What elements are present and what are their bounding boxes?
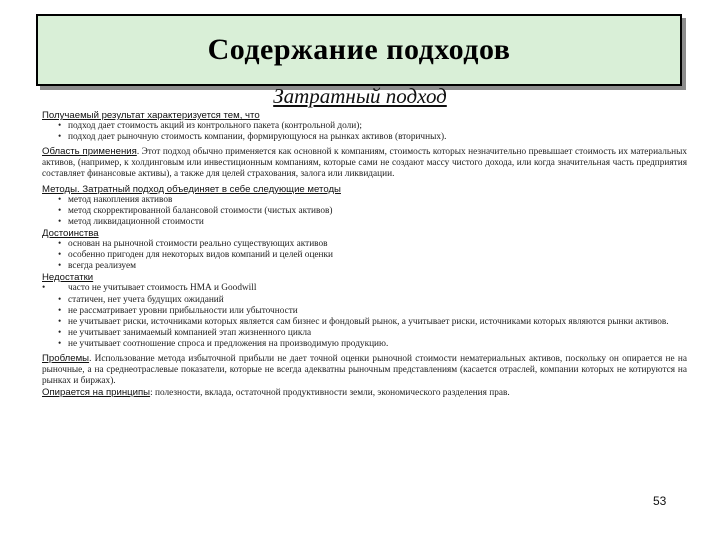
advantages-label: Достоинства	[42, 227, 99, 239]
methods-label: Методы. Затратный подход объединяет в себе следующие методы	[42, 183, 341, 195]
principles-text: : полезности, вклада, остаточной продуктивности земли, экономического разделения прав.	[150, 388, 510, 399]
list-item: • статичен, нет учета будущих ожиданий	[42, 295, 687, 306]
result-section	[42, 110, 687, 143]
list-item: • не учитывает соотношение спроса и предложения на производимую продукцию.	[42, 339, 687, 350]
result-list	[42, 121, 687, 143]
principles-section	[42, 387, 687, 399]
list-item: • часто не учитывает стоимость НМА и Goodwill	[42, 283, 687, 294]
problems-text: . Использование метода избыточной прибыли не дает точной оценки рыночной стоимости нематериальных активов, поскольку он опирается не на рыночные, а на среднеотраслевые показатели, которые не всегда адекватны рыночным представлениям (касается отраслей, компании которых не котируются на рынках и биржах).	[42, 353, 687, 387]
list-item: • метод ликвидационной стоимости	[58, 217, 687, 228]
content-body	[42, 110, 687, 399]
list-item: • не рассматривает уровни прибыльности или убыточности	[42, 306, 687, 317]
problems-section	[42, 353, 687, 387]
methods-list	[42, 195, 687, 228]
page-title: Содержание подходов	[207, 33, 511, 66]
list-item: • особенно пригоден для некоторых видов компаний и целей оценки	[58, 250, 687, 261]
list-item: • метод скорректированной балансовой стоимости (чистых активов)	[58, 206, 687, 217]
problems-label: Проблемы	[42, 352, 90, 364]
scope-label: Область применения	[42, 146, 137, 158]
list-item: • подход дает стоимость акций из контрольного пакета (контрольной доли);	[58, 121, 687, 132]
methods-section	[42, 184, 687, 228]
disadvantages-section	[42, 272, 687, 350]
advantages-section	[42, 228, 687, 272]
advantages-list	[42, 239, 687, 272]
subtitle-text: Затратный подход	[273, 84, 447, 108]
list-item: • не учитывает занимаемый компанией этап жизненного цикла	[42, 328, 687, 339]
result-heading	[42, 110, 687, 121]
disadvantages-heading	[42, 272, 687, 283]
result-label: Получаемый результат характеризуется тем, что	[42, 110, 260, 121]
list-item: • всегда реализуем	[58, 261, 687, 272]
list-item: • метод накопления активов	[58, 195, 687, 206]
page-number: 53	[653, 494, 667, 508]
disadvantages-list	[42, 283, 687, 350]
disadvantages-label: Недостатки	[42, 272, 94, 284]
title-banner	[36, 14, 682, 86]
principles-label: Опирается на принципы	[42, 387, 151, 399]
scope-section	[42, 146, 687, 180]
list-item: • подход дает рыночную стоимость компании, формирующуюся на рынках активов (вторичных).	[58, 132, 687, 143]
list-item: • основан на рыночной стоимости реально существующих активов	[58, 239, 687, 250]
scope-text: . Этот подход обычно применяется как основной к компаниям, стоимость которых незначительно превышает стоимость их материальных активов, (например, к холдинговым или инвестиционным компаниям, которые сами не создают массу чистого дохода, или когда значительная часть предприятия составляет финансовые активы), а также для целей страхования, залога или ликвидации.	[42, 147, 687, 180]
list-item: • не учитывает риски, источниками которых является сам бизнес и фондовый рынок, а учитывает риски, источниками которых являются рынки активов.	[42, 317, 687, 328]
subtitle	[0, 84, 720, 109]
methods-heading	[42, 184, 687, 195]
advantages-heading	[42, 228, 687, 239]
